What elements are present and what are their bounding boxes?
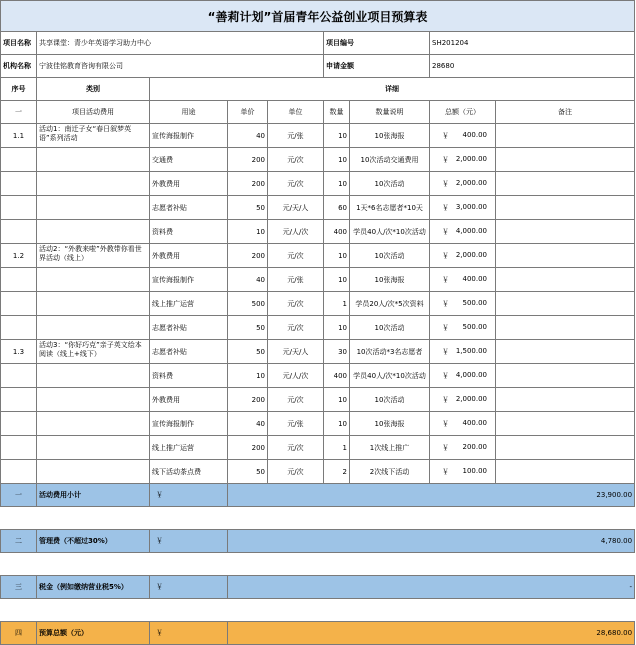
summary-seq: 二 [1,530,37,553]
row-total[interactable] [430,340,496,364]
spacer-row [1,553,635,576]
row-unit[interactable]: 元/次 [268,460,324,484]
subheader-total: 总额（元） [430,101,496,124]
row-unit-price[interactable]: 200 [228,172,268,196]
row-total-amount: 500.00 [462,298,487,307]
row-category [37,220,150,244]
summary-amount[interactable]: - [228,576,635,599]
row-qty[interactable]: 10 [324,148,350,172]
spacer-cell [1,599,635,622]
table-row [1,148,635,172]
row-category [37,412,150,436]
row-category [37,172,150,196]
row-total-amount: 4,000.00 [455,226,487,235]
row-seq: 1.1 [1,124,37,148]
row-unit-price[interactable]: 10 [228,220,268,244]
row-unit-price[interactable]: 50 [228,340,268,364]
org-name-value[interactable]: 宁波佳铭教育咨询有限公司 [37,55,324,78]
row-category [37,316,150,340]
table-row [1,124,635,148]
row-total[interactable] [430,436,496,460]
row-unit-price[interactable]: 200 [228,148,268,172]
row-note[interactable] [496,220,635,244]
row-total[interactable] [430,172,496,196]
row-total[interactable] [430,148,496,172]
summary-amount[interactable]: 23,900.00 [228,484,635,507]
row-seq: 1.3 [1,340,37,364]
row-qty[interactable]: 10 [324,316,350,340]
row-use[interactable]: 资料费 [150,364,228,388]
row-seq [1,436,37,460]
row-qty[interactable]: 60 [324,196,350,220]
spacer-row [1,599,635,622]
row-seq [1,460,37,484]
row-note[interactable] [496,172,635,196]
row-unit-price[interactable]: 50 [228,196,268,220]
summary-seq: 四 [1,622,37,645]
row-qty[interactable]: 10 [324,172,350,196]
row-use[interactable]: 外教费用 [150,244,228,268]
row-use[interactable]: 线下活动茶点费 [150,460,228,484]
project-name-label: 项目名称 [1,32,37,55]
currency-symbol: ￥ [442,371,449,380]
row-note[interactable] [496,460,635,484]
row-use[interactable]: 线上推广运营 [150,436,228,460]
row-seq [1,364,37,388]
row-desc[interactable]: 10次活动*3名志愿者 [350,340,430,364]
row-unit[interactable]: 元/张 [268,124,324,148]
row-note[interactable] [496,148,635,172]
row-use[interactable]: 外教费用 [150,172,228,196]
currency-symbol: ￥ [442,323,449,332]
row-qty[interactable]: 10 [324,124,350,148]
row-qty[interactable]: 10 [324,244,350,268]
row-use[interactable]: 宣传海报制作 [150,268,228,292]
table-row [1,244,635,268]
row-desc[interactable]: 10次活动 [350,316,430,340]
row-total-amount: 3,000.00 [455,202,487,211]
row-desc[interactable]: 学员40人/次*10次活动 [350,364,430,388]
table-row [1,268,635,292]
row-total-amount: 400.00 [462,418,487,427]
row-unit-price[interactable]: 40 [228,412,268,436]
currency-symbol: ￥ [150,576,228,599]
row-total[interactable] [430,316,496,340]
row-use[interactable]: 志愿者补贴 [150,340,228,364]
summary-label: 预算总额（元） [37,622,150,645]
row-seq [1,196,37,220]
row-unit[interactable]: 元/次 [268,244,324,268]
summary-row [1,622,635,645]
row-note[interactable] [496,364,635,388]
row-total-amount: 2,000.00 [455,250,487,259]
row-category [37,436,150,460]
apply-amount-label: 申请金额 [324,55,430,78]
row-seq [1,412,37,436]
row-total[interactable] [430,364,496,388]
row-use[interactable]: 宣传海报制作 [150,412,228,436]
row-total-amount: 400.00 [462,274,487,283]
subheader-seq: 一 [1,101,37,124]
row-total-amount: 2,000.00 [455,178,487,187]
currency-symbol: ￥ [150,484,228,507]
table-row [1,196,635,220]
row-category: 活动1：南迁子女“春日叙梦英语”系列活动 [37,124,150,148]
currency-symbol: ￥ [442,395,449,404]
row-total-amount: 2,000.00 [455,154,487,163]
row-qty[interactable]: 10 [324,268,350,292]
row-note[interactable] [496,436,635,460]
row-desc[interactable]: 10张海报 [350,124,430,148]
row-qty[interactable]: 2 [324,460,350,484]
currency-symbol: ￥ [442,347,449,356]
row-note[interactable] [496,124,635,148]
currency-symbol: ￥ [442,299,449,308]
row-total[interactable] [430,460,496,484]
row-unit-price[interactable]: 50 [228,316,268,340]
subheader-use: 用途 [150,101,228,124]
row-seq [1,172,37,196]
row-total[interactable] [430,388,496,412]
row-desc[interactable]: 10张海报 [350,412,430,436]
row-unit[interactable]: 元/次 [268,436,324,460]
currency-symbol: ￥ [442,203,449,212]
row-total[interactable] [430,268,496,292]
summary-seq: 一 [1,484,37,507]
row-total[interactable] [430,196,496,220]
spacer-cell [1,553,635,576]
row-note[interactable] [496,244,635,268]
row-total[interactable] [430,292,496,316]
row-note[interactable] [496,316,635,340]
row-unit[interactable]: 元/张 [268,412,324,436]
row-desc[interactable]: 1次线上推广 [350,436,430,460]
row-qty[interactable]: 10 [324,388,350,412]
row-use[interactable]: 宣传海报制作 [150,124,228,148]
row-unit[interactable]: 元/次 [268,292,324,316]
row-note[interactable] [496,268,635,292]
row-total-amount: 200.00 [462,442,487,451]
currency-symbol: ￥ [442,275,449,284]
table-row [1,172,635,196]
summary-label: 税金（例如缴纳营业税5%） [37,576,150,599]
summary-amount[interactable]: 4,780.00 [228,530,635,553]
summary-amount[interactable]: 28,680.00 [228,622,635,645]
row-use[interactable]: 外教费用 [150,388,228,412]
row-unit-price[interactable]: 500 [228,292,268,316]
row-qty[interactable]: 400 [324,220,350,244]
currency-symbol: ￥ [442,467,449,476]
summary-seq: 三 [1,576,37,599]
header-seq: 序号 [1,78,37,101]
row-total-amount: 4,000.00 [455,370,487,379]
row-total[interactable] [430,412,496,436]
row-unit-price[interactable]: 200 [228,388,268,412]
row-qty[interactable]: 30 [324,340,350,364]
row-total-amount: 400.00 [462,130,487,139]
table-row [1,412,635,436]
row-total-amount: 1,500.00 [455,346,487,355]
summary-row [1,576,635,599]
row-unit-price[interactable]: 40 [228,268,268,292]
row-unit-price[interactable]: 40 [228,124,268,148]
row-unit[interactable]: 元/天/人 [268,340,324,364]
row-use[interactable]: 交通费 [150,148,228,172]
row-desc[interactable]: 10次活动交通费用 [350,148,430,172]
row-qty[interactable]: 400 [324,364,350,388]
row-desc[interactable]: 1天*6名志愿者*10天 [350,196,430,220]
row-unit-price[interactable]: 200 [228,436,268,460]
row-seq [1,220,37,244]
row-seq [1,388,37,412]
currency-symbol: ￥ [442,227,449,236]
row-unit[interactable]: 元/次 [268,316,324,340]
subheader-qty: 数量 [324,101,350,124]
table-row [1,388,635,412]
row-qty[interactable]: 10 [324,412,350,436]
row-unit[interactable]: 元/人/次 [268,364,324,388]
org-name-label: 机构名称 [1,55,37,78]
table-row [1,340,635,364]
row-seq [1,292,37,316]
currency-symbol: ￥ [150,530,228,553]
row-unit[interactable]: 元/张 [268,268,324,292]
row-desc[interactable]: 学员20人/次*5次资料 [350,292,430,316]
row-desc[interactable]: 10次活动 [350,172,430,196]
row-category [37,148,150,172]
project-no-value[interactable]: SH201204 [430,32,635,55]
row-category [37,364,150,388]
row-seq [1,316,37,340]
row-category: 活动3：“你好巧克”亲子英文绘本阅读（线上+线下） [37,340,150,364]
currency-symbol: ￥ [442,419,449,428]
project-no-label: 项目编号 [324,32,430,55]
header-category: 类别 [37,78,150,101]
row-unit[interactable]: 元/次 [268,148,324,172]
table-row [1,220,635,244]
summary-label: 管理费（不超过30%） [37,530,150,553]
row-use[interactable]: 线上推广运营 [150,292,228,316]
row-unit[interactable]: 元/次 [268,388,324,412]
row-category [37,388,150,412]
row-total-amount: 2,000.00 [455,394,487,403]
summary-row [1,530,635,553]
table-row [1,316,635,340]
row-total-amount: 100.00 [462,466,487,475]
row-category [37,268,150,292]
summary-rows [1,484,635,645]
row-desc[interactable]: 学员40人/次*10次活动 [350,220,430,244]
row-note[interactable] [496,340,635,364]
row-unit[interactable]: 元/次 [268,172,324,196]
row-note[interactable] [496,388,635,412]
subheader-unit: 单位 [268,101,324,124]
row-desc[interactable]: 10次活动 [350,388,430,412]
row-desc[interactable]: 10张海报 [350,268,430,292]
row-desc[interactable]: 2次线下活动 [350,460,430,484]
row-seq: 1.2 [1,244,37,268]
row-unit-price[interactable]: 50 [228,460,268,484]
subheader-category: 项目活动费用 [37,101,150,124]
row-total-amount: 500.00 [462,322,487,331]
table-row [1,364,635,388]
row-note[interactable] [496,196,635,220]
row-qty[interactable]: 1 [324,436,350,460]
header-detail: 详细 [150,78,635,101]
currency-symbol: ￥ [150,622,228,645]
row-category [37,196,150,220]
page-title: “善莉计划”首届青年公益创业项目预算表 [1,1,635,32]
row-total[interactable] [430,244,496,268]
apply-amount-value[interactable]: 28680 [430,55,635,78]
currency-symbol: ￥ [442,155,449,164]
row-seq [1,148,37,172]
currency-symbol: ￥ [442,131,449,140]
subheader-note: 备注 [496,101,635,124]
row-use[interactable]: 志愿者补贴 [150,316,228,340]
row-category: 活动2：“外教来啦”外教带你看世界活动（线上） [37,244,150,268]
table-row [1,292,635,316]
row-unit-price[interactable]: 200 [228,244,268,268]
row-category [37,460,150,484]
subheader-unit-price: 单价 [228,101,268,124]
budget-rows [1,124,635,484]
table-row [1,460,635,484]
spacer-row [1,507,635,530]
project-name-value[interactable]: 共享课堂：青少年英语学习助力中心 [37,32,324,55]
spacer-cell [1,507,635,530]
row-total[interactable] [430,220,496,244]
row-total[interactable] [430,124,496,148]
row-use[interactable]: 志愿者补贴 [150,196,228,220]
currency-symbol: ￥ [442,443,449,452]
summary-row [1,484,635,507]
row-unit[interactable]: 元/人/次 [268,220,324,244]
row-unit-price[interactable]: 10 [228,364,268,388]
row-note[interactable] [496,412,635,436]
summary-label: 活动费用小计 [37,484,150,507]
currency-symbol: ￥ [442,179,449,188]
row-note[interactable] [496,292,635,316]
row-qty[interactable]: 1 [324,292,350,316]
row-category [37,292,150,316]
row-use[interactable]: 资料费 [150,220,228,244]
subheader-desc: 数量说明 [350,101,430,124]
row-seq [1,268,37,292]
table-row [1,436,635,460]
row-desc[interactable]: 10次活动 [350,244,430,268]
row-unit[interactable]: 元/天/人 [268,196,324,220]
currency-symbol: ￥ [442,251,449,260]
